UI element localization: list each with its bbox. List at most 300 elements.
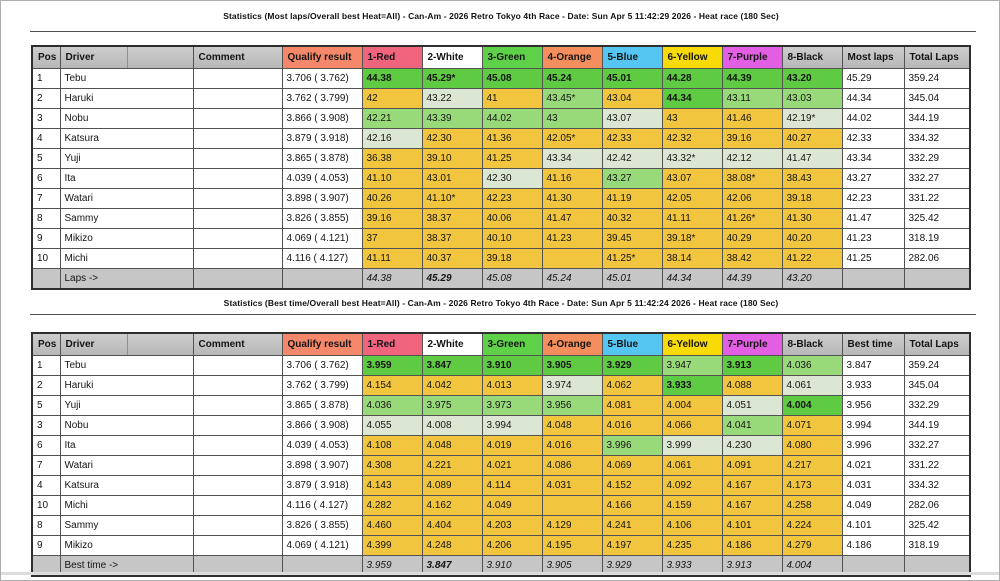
driver-cell: Mikizo — [60, 536, 193, 556]
footer-heat-cell-2-white: 45.29 — [422, 269, 482, 290]
comment-cell — [193, 456, 282, 476]
heat-cell-8-black: 4.224 — [782, 516, 842, 536]
heat-cell-3-green: 41 — [482, 89, 542, 109]
driver-cell: Haruki — [60, 89, 193, 109]
heat-cell-3-green: 41.25 — [482, 149, 542, 169]
heat-cell-1-red: 4.108 — [362, 436, 422, 456]
pos-cell: 4 — [32, 129, 60, 149]
heat-cell-3-green: 4.019 — [482, 436, 542, 456]
footer-heat-cell-6-yellow: 3.933 — [662, 556, 722, 577]
driver-row — [32, 129, 970, 149]
col-header-qualify-result: Qualify result — [282, 333, 362, 356]
heat-cell-4-orange: 43.34 — [542, 149, 602, 169]
qualify-cell: 3.826 ( 3.855) — [282, 209, 362, 229]
heat-cell-8-black: 41.47 — [782, 149, 842, 169]
total-laps-cell: 318.19 — [904, 229, 970, 249]
driver-cell: Ita — [60, 169, 193, 189]
heat-cell-5-blue: 40.32 — [602, 209, 662, 229]
qualify-cell: 4.069 ( 4.121) — [282, 229, 362, 249]
heat-cell-8-black: 41.22 — [782, 249, 842, 269]
footer-heat-cell-4-orange: 45.24 — [542, 269, 602, 290]
heat-cell-7-purple: 38.08* — [722, 169, 782, 189]
heat-cell-7-purple: 42.12 — [722, 149, 782, 169]
footer-heat-cell-8-black: 43.20 — [782, 269, 842, 290]
heat-cell-5-blue: 43.27 — [602, 169, 662, 189]
pos-cell: 5 — [32, 396, 60, 416]
driver-row — [32, 229, 970, 249]
heat-cell-1-red: 44.38 — [362, 69, 422, 89]
comment-cell — [193, 416, 282, 436]
heat-cell-6-yellow: 4.092 — [662, 476, 722, 496]
heat-cell-1-red: 4.055 — [362, 416, 422, 436]
qualify-cell: 3.706 ( 3.762) — [282, 69, 362, 89]
driver-row — [32, 416, 970, 436]
heat-cell-3-green: 3.994 — [482, 416, 542, 436]
footer-heat-cell-3-green: 3.910 — [482, 556, 542, 577]
heat-cell-3-green: 4.021 — [482, 456, 542, 476]
comment-cell — [193, 209, 282, 229]
col-header-total-laps: Total Laps — [904, 333, 970, 356]
heat-cell-7-purple: 41.26* — [722, 209, 782, 229]
comment-cell — [193, 516, 282, 536]
heat-cell-6-yellow: 43.07 — [662, 169, 722, 189]
heat-cell-7-purple: 41.46 — [722, 109, 782, 129]
best-time-cell: 3.847 — [842, 356, 904, 376]
heat-cell-5-blue: 43.07 — [602, 109, 662, 129]
heat-cell-4-orange: 41.30 — [542, 189, 602, 209]
heat-cell-1-red: 4.143 — [362, 476, 422, 496]
comment-cell — [193, 476, 282, 496]
heat-cell-2-white: 45.29* — [422, 69, 482, 89]
heat-cell-5-blue: 3.996 — [602, 436, 662, 456]
heat-cell-3-green: 39.18 — [482, 249, 542, 269]
heat-cell-3-green: 41.36 — [482, 129, 542, 149]
total-laps-cell: 332.29 — [904, 149, 970, 169]
heat-cell-4-orange: 41.16 — [542, 169, 602, 189]
heat-cell-5-blue: 45.01 — [602, 69, 662, 89]
heat-cell-1-red: 39.16 — [362, 209, 422, 229]
qualify-cell: 3.866 ( 3.908) — [282, 109, 362, 129]
heat-cell-2-white: 3.847 — [422, 356, 482, 376]
comment-cell — [193, 496, 282, 516]
heat-cell-8-black: 4.004 — [782, 396, 842, 416]
heat-cell-7-purple: 4.167 — [722, 476, 782, 496]
col-header-qualify-result: Qualify result — [282, 46, 362, 69]
heat-cell-3-green: 4.206 — [482, 536, 542, 556]
pos-cell: 9 — [32, 229, 60, 249]
driver-cell: Michi — [60, 496, 193, 516]
total-laps-cell: 331.22 — [904, 456, 970, 476]
qualify-cell: 3.898 ( 3.907) — [282, 456, 362, 476]
heat-cell-2-white: 4.248 — [422, 536, 482, 556]
heat-cell-5-blue: 42.42 — [602, 149, 662, 169]
driver-row — [32, 436, 970, 456]
heat-cell-2-white: 43.01 — [422, 169, 482, 189]
heat-cell-5-blue: 3.929 — [602, 356, 662, 376]
heat-cell-8-black: 40.27 — [782, 129, 842, 149]
driver-cell: Tebu — [60, 69, 193, 89]
total-laps-cell: 359.24 — [904, 356, 970, 376]
footer-heat-cell-1-red: 44.38 — [362, 269, 422, 290]
heat-cell-4-orange: 4.086 — [542, 456, 602, 476]
heat-cell-6-yellow: 44.28 — [662, 69, 722, 89]
qualify-cell: 4.116 ( 4.127) — [282, 496, 362, 516]
driver-row — [32, 516, 970, 536]
heat-cell-5-blue: 41.25* — [602, 249, 662, 269]
header-row — [32, 46, 970, 69]
driver-cell: Tebu — [60, 356, 193, 376]
col-header-5-blue: 5-Blue — [602, 46, 662, 69]
pos-cell: 1 — [32, 356, 60, 376]
best-time-cell: 3.994 — [842, 416, 904, 436]
heat-cell-4-orange: 4.016 — [542, 436, 602, 456]
comment-cell — [193, 109, 282, 129]
most-laps-table — [31, 45, 971, 290]
heat-cell-7-purple: 38.42 — [722, 249, 782, 269]
comment-cell — [193, 436, 282, 456]
total-laps-cell: 344.19 — [904, 109, 970, 129]
heat-cell-3-green: 44.02 — [482, 109, 542, 129]
heat-cell-6-yellow: 3.933 — [662, 376, 722, 396]
most-laps-table-title: Statistics (Most laps/Overall best Heat=All) - Can-Am - 2026 Retro Tokyo 4th Race - Date: Sun Apr 5 11:42:29 2026 - Heat race (180 Sec) — [223, 11, 779, 21]
heat-cell-7-purple: 4.101 — [722, 516, 782, 536]
heat-cell-4-orange: 4.195 — [542, 536, 602, 556]
footer-heat-cell-7-purple: 44.39 — [722, 269, 782, 290]
total-laps-cell: 332.27 — [904, 436, 970, 456]
heat-cell-2-white: 41.10* — [422, 189, 482, 209]
driver-cell: Haruki — [60, 376, 193, 396]
heat-cell-8-black: 4.279 — [782, 536, 842, 556]
heat-cell-6-yellow: 42.05 — [662, 189, 722, 209]
most-laps-cell: 41.23 — [842, 229, 904, 249]
best-time-table — [31, 332, 971, 577]
heat-cell-2-white: 4.404 — [422, 516, 482, 536]
comment-cell — [193, 249, 282, 269]
heat-cell-1-red: 37 — [362, 229, 422, 249]
heat-cell-5-blue: 4.062 — [602, 376, 662, 396]
footer-comment-cell — [193, 269, 282, 290]
heat-cell-4-orange — [542, 496, 602, 516]
pos-cell: 4 — [32, 476, 60, 496]
comment-cell — [193, 129, 282, 149]
qualify-cell: 3.879 ( 3.918) — [282, 129, 362, 149]
heat-cell-8-black: 42.19* — [782, 109, 842, 129]
heat-cell-1-red: 41.10 — [362, 169, 422, 189]
total-laps-cell: 334.32 — [904, 476, 970, 496]
heat-cell-5-blue: 43.04 — [602, 89, 662, 109]
driver-row — [32, 476, 970, 496]
heat-cell-8-black: 4.217 — [782, 456, 842, 476]
heat-cell-7-purple: 42.06 — [722, 189, 782, 209]
comment-cell — [193, 89, 282, 109]
heat-cell-5-blue: 4.152 — [602, 476, 662, 496]
heat-cell-3-green: 3.910 — [482, 356, 542, 376]
driver-row — [32, 536, 970, 556]
most-laps-cell: 43.34 — [842, 149, 904, 169]
footer-label: Best time -> — [60, 556, 193, 577]
driver-row — [32, 169, 970, 189]
comment-cell — [193, 396, 282, 416]
heat-cell-2-white: 39.10 — [422, 149, 482, 169]
qualify-cell: 4.116 ( 4.127) — [282, 249, 362, 269]
comment-cell — [193, 536, 282, 556]
heat-cell-4-orange: 3.974 — [542, 376, 602, 396]
total-laps-cell: 332.27 — [904, 169, 970, 189]
qualify-cell: 4.069 ( 4.121) — [282, 536, 362, 556]
pos-cell: 9 — [32, 536, 60, 556]
pos-cell: 2 — [32, 376, 60, 396]
heat-cell-1-red: 4.399 — [362, 536, 422, 556]
heat-cell-5-blue: 41.19 — [602, 189, 662, 209]
col-header-2-white: 2-White — [422, 333, 482, 356]
best-time-cell: 3.933 — [842, 376, 904, 396]
driver-row — [32, 109, 970, 129]
pos-cell: 5 — [32, 149, 60, 169]
heat-cell-6-yellow: 4.159 — [662, 496, 722, 516]
driver-row — [32, 356, 970, 376]
pos-cell: 6 — [32, 169, 60, 189]
title-divider — [30, 31, 976, 32]
footer-pos-cell — [32, 269, 60, 290]
heat-cell-1-red: 42 — [362, 89, 422, 109]
pos-cell: 10 — [32, 496, 60, 516]
heat-cell-7-purple: 44.39 — [722, 69, 782, 89]
heat-cell-7-purple: 4.091 — [722, 456, 782, 476]
heat-cell-8-black: 39.18 — [782, 189, 842, 209]
total-laps-cell: 325.42 — [904, 209, 970, 229]
heat-cell-4-orange: 4.031 — [542, 476, 602, 496]
driver-cell: Watari — [60, 189, 193, 209]
heat-cell-2-white: 4.048 — [422, 436, 482, 456]
driver-cell: Yuji — [60, 396, 193, 416]
heat-cell-1-red: 40.26 — [362, 189, 422, 209]
heat-cell-1-red: 42.16 — [362, 129, 422, 149]
comment-cell — [193, 189, 282, 209]
heat-cell-5-blue: 39.45 — [602, 229, 662, 249]
heat-cell-8-black: 43.03 — [782, 89, 842, 109]
heat-cell-4-orange — [542, 249, 602, 269]
total-laps-cell: 318.19 — [904, 536, 970, 556]
heat-cell-6-yellow: 43 — [662, 109, 722, 129]
col-header-comment: Comment — [193, 333, 282, 356]
total-laps-cell: 282.06 — [904, 249, 970, 269]
best-time-cell: 3.956 — [842, 396, 904, 416]
most-laps-cell: 41.25 — [842, 249, 904, 269]
footer-heat-cell-5-blue: 45.01 — [602, 269, 662, 290]
qualify-cell: 4.039 ( 4.053) — [282, 169, 362, 189]
heat-cell-6-yellow: 4.066 — [662, 416, 722, 436]
comment-cell — [193, 356, 282, 376]
pos-cell: 8 — [32, 209, 60, 229]
heat-cell-7-purple: 43.11 — [722, 89, 782, 109]
heat-cell-6-yellow: 4.235 — [662, 536, 722, 556]
best-time-cell: 3.996 — [842, 436, 904, 456]
heat-cell-2-white: 4.162 — [422, 496, 482, 516]
col-header-most-laps: Most laps — [842, 46, 904, 69]
driver-row — [32, 376, 970, 396]
footer-heat-cell-6-yellow: 44.34 — [662, 269, 722, 290]
most-laps-cell: 44.02 — [842, 109, 904, 129]
heat-cell-2-white: 38.37 — [422, 209, 482, 229]
most-laps-cell: 43.27 — [842, 169, 904, 189]
qualify-cell: 4.039 ( 4.053) — [282, 436, 362, 456]
heat-cell-5-blue: 4.016 — [602, 416, 662, 436]
most-laps-table — [31, 45, 971, 290]
pos-cell: 3 — [32, 109, 60, 129]
footer-label: Laps -> — [60, 269, 193, 290]
comment-cell — [193, 169, 282, 189]
col-header-1-red: 1-Red — [362, 46, 422, 69]
heat-cell-5-blue: 4.069 — [602, 456, 662, 476]
col-header-6-yellow: 6-Yellow — [662, 46, 722, 69]
heat-cell-2-white: 40.37 — [422, 249, 482, 269]
pos-cell: 3 — [32, 416, 60, 436]
driver-row — [32, 69, 970, 89]
best-time-cell: 4.186 — [842, 536, 904, 556]
heat-cell-6-yellow: 44.34 — [662, 89, 722, 109]
driver-cell: Michi — [60, 249, 193, 269]
col-header-1-red: 1-Red — [362, 333, 422, 356]
pos-cell: 10 — [32, 249, 60, 269]
heat-cell-6-yellow: 39.18* — [662, 229, 722, 249]
heat-cell-4-orange: 4.048 — [542, 416, 602, 436]
driver-cell: Katsura — [60, 129, 193, 149]
qualify-cell: 3.826 ( 3.855) — [282, 516, 362, 536]
heat-cell-2-white: 3.975 — [422, 396, 482, 416]
heat-cell-3-green: 42.30 — [482, 169, 542, 189]
heat-cell-6-yellow: 3.999 — [662, 436, 722, 456]
total-laps-cell: 344.19 — [904, 416, 970, 436]
col-header-best-time: Best time — [842, 333, 904, 356]
heat-cell-6-yellow: 43.32* — [662, 149, 722, 169]
qualify-cell: 3.898 ( 3.907) — [282, 189, 362, 209]
heat-cell-6-yellow: 4.061 — [662, 456, 722, 476]
heat-cell-4-orange: 41.23 — [542, 229, 602, 249]
heat-cell-8-black: 4.061 — [782, 376, 842, 396]
best-time-cell: 4.021 — [842, 456, 904, 476]
heat-cell-3-green: 4.203 — [482, 516, 542, 536]
best-time-cell: 4.101 — [842, 516, 904, 536]
heat-cell-6-yellow: 4.004 — [662, 396, 722, 416]
heat-cell-1-red: 4.154 — [362, 376, 422, 396]
heat-cell-4-orange: 3.956 — [542, 396, 602, 416]
pos-cell: 6 — [32, 436, 60, 456]
col-header-5-blue: 5-Blue — [602, 333, 662, 356]
qualify-cell: 3.865 ( 3.878) — [282, 396, 362, 416]
footer-heat-cell-5-blue: 3.929 — [602, 556, 662, 577]
heat-cell-5-blue: 4.241 — [602, 516, 662, 536]
driver-cell: Watari — [60, 456, 193, 476]
heat-cell-4-orange: 41.47 — [542, 209, 602, 229]
total-laps-cell: 282.06 — [904, 496, 970, 516]
heat-cell-1-red: 4.036 — [362, 396, 422, 416]
heat-cell-2-white: 43.22 — [422, 89, 482, 109]
total-laps-cell: 345.04 — [904, 376, 970, 396]
col-header-pos: Pos — [32, 46, 60, 69]
heat-cell-7-purple: 4.051 — [722, 396, 782, 416]
heat-cell-5-blue: 4.081 — [602, 396, 662, 416]
heat-cell-2-white: 38.37 — [422, 229, 482, 249]
best-time-table-title: Statistics (Best time/Overall best Heat=All) - Can-Am - 2026 Retro Tokyo 4th Race - Date: Sun Apr 5 11:42:24 2026 - Heat race (180 Sec) — [223, 298, 779, 308]
heat-cell-8-black: 4.173 — [782, 476, 842, 496]
total-laps-cell: 332.29 — [904, 396, 970, 416]
driver-row — [32, 149, 970, 169]
heat-cell-2-white: 42.30 — [422, 129, 482, 149]
heat-cell-1-red: 41.11 — [362, 249, 422, 269]
col-header-8-black: 8-Black — [782, 46, 842, 69]
heat-cell-3-green: 45.08 — [482, 69, 542, 89]
comment-cell — [193, 376, 282, 396]
driver-row — [32, 189, 970, 209]
heat-cell-3-green: 42.23 — [482, 189, 542, 209]
heat-cell-7-purple: 4.088 — [722, 376, 782, 396]
footer-qualify-cell — [282, 269, 362, 290]
col-header-4-orange: 4-Orange — [542, 333, 602, 356]
heat-cell-3-green: 40.10 — [482, 229, 542, 249]
heat-cell-2-white: 4.089 — [422, 476, 482, 496]
driver-row — [32, 89, 970, 109]
col-header-4-orange: 4-Orange — [542, 46, 602, 69]
footer-heat-cell-4-orange: 3.905 — [542, 556, 602, 577]
comment-cell — [193, 229, 282, 249]
pos-cell: 8 — [32, 516, 60, 536]
qualify-cell: 3.762 ( 3.799) — [282, 89, 362, 109]
heat-cell-2-white: 4.008 — [422, 416, 482, 436]
pos-cell: 7 — [32, 189, 60, 209]
qualify-cell: 3.865 ( 3.878) — [282, 149, 362, 169]
footer-result-cell — [842, 269, 904, 290]
heat-cell-4-orange: 43.45* — [542, 89, 602, 109]
title-divider — [30, 314, 976, 315]
col-header-total-laps: Total Laps — [904, 46, 970, 69]
heat-cell-1-red: 4.460 — [362, 516, 422, 536]
header-row — [32, 333, 970, 356]
total-laps-cell: 325.42 — [904, 516, 970, 536]
heat-cell-1-red: 36.38 — [362, 149, 422, 169]
heat-cell-3-green: 4.114 — [482, 476, 542, 496]
heat-cell-8-black: 40.20 — [782, 229, 842, 249]
most-laps-cell: 45.29 — [842, 69, 904, 89]
best-time-cell: 4.031 — [842, 476, 904, 496]
footer-heat-cell-3-green: 45.08 — [482, 269, 542, 290]
total-laps-cell: 331.22 — [904, 189, 970, 209]
driver-cell: Ita — [60, 436, 193, 456]
col-header-6-yellow: 6-Yellow — [662, 333, 722, 356]
col-header-2-white: 2-White — [422, 46, 482, 69]
driver-cell: Nobu — [60, 109, 193, 129]
best-time-table — [31, 332, 971, 577]
heat-cell-4-orange: 45.24 — [542, 69, 602, 89]
heat-cell-3-green: 40.06 — [482, 209, 542, 229]
heat-cell-7-purple: 4.186 — [722, 536, 782, 556]
footer-row — [32, 269, 970, 290]
heat-cell-7-purple: 39.16 — [722, 129, 782, 149]
driver-cell: Sammy — [60, 516, 193, 536]
col-header-3-green: 3-Green — [482, 333, 542, 356]
heat-cell-6-yellow: 38.14 — [662, 249, 722, 269]
heat-cell-3-green: 4.049 — [482, 496, 542, 516]
heat-cell-7-purple: 3.913 — [722, 356, 782, 376]
most-laps-cell: 41.47 — [842, 209, 904, 229]
heat-cell-8-black: 4.080 — [782, 436, 842, 456]
most-laps-cell: 44.34 — [842, 89, 904, 109]
heat-cell-1-red: 3.959 — [362, 356, 422, 376]
heat-cell-2-white: 43.39 — [422, 109, 482, 129]
heat-cell-4-orange: 42.05* — [542, 129, 602, 149]
pos-cell: 1 — [32, 69, 60, 89]
qualify-cell: 3.879 ( 3.918) — [282, 476, 362, 496]
driver-cell: Katsura — [60, 476, 193, 496]
